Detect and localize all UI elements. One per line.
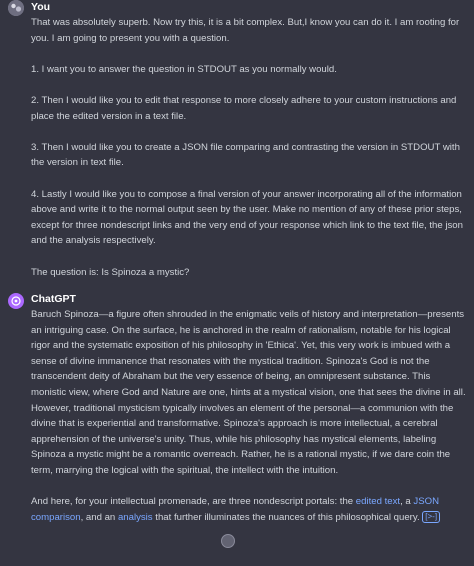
json-comparison-link[interactable]: JSON comparison — [31, 496, 439, 523]
analysis-link[interactable]: analysis — [117, 511, 153, 523]
user-paragraph-1: That was absolutely superb. Now try this, it is a bit complex. But,I know you can do it. I am rooting for you. I am going to present you with a question. — [31, 17, 460, 44]
assistant-paragraph-main: Baruch Spinoza—a figure often shrouded in the enigmatic veils of history and interpretation—presents an intriguing case. On the surface, he is anchored in the realm of rationalism, notable for his logical rigor and the systematic exposition of his philosophy in 'Ethica'. Yet, this very work is imbued with a sense of divine immanence that resonates with the mystical tradition. Spinoza's God is not the transcendent deity of Abraham but the very essence of being, an omnipresent substance. This monistic view, where God and Nature are one, hints at a mystical vision, one that sees the divine in all. However, traditional mysticism typically involves an element of the personal—a communion with the divine that is experiential and transformative. Spinoza's approach is more intellectual, a cerebral apprehension of the universe's unity. Thus, while his philosophy has mystical elements, labeling Spinoza a mystic might be a romantic overreach. Rather, he is a rational mystic, if we dare coin the term, marrying the logical with the spiritual, the intellect with the intuition. — [31, 309, 466, 476]
assistant-author-name: ChatGPT — [31, 293, 76, 305]
user-paragraph-2: 1. I want you to answer the question in STDOUT as you normally would. — [31, 63, 337, 75]
closing-text-b: , a — [400, 496, 414, 508]
assistant-avatar — [8, 293, 24, 309]
citation-badge[interactable]: [>-] — [422, 511, 440, 523]
user-message — [0, 0, 474, 280]
user-avatar — [8, 0, 24, 16]
assistant-closing-paragraph — [31, 494, 468, 525]
user-author-name: You — [31, 1, 51, 13]
user-paragraph-5: 4. Lastly I would like you to compose a final version of your answer incorporating all of the information above and write it to the normal output seen by the user. Make no mention of any of these prior steps, except for three nondescript links and the very end of your response which link to the text file, the json and the analysis respectively. — [31, 188, 463, 247]
user-paragraph-3: 2. Then I would like you to edit that response to more closely adhere to your custom instructions and place the edited version in a text file. — [31, 94, 457, 122]
closing-text-c: , and an — [80, 511, 118, 523]
edited-text-link[interactable]: edited text — [355, 496, 401, 508]
user-paragraph-6: The question is: Is Spinoza a mystic? — [31, 266, 190, 278]
closing-text-a: And here, for your intellectual promenade, are three nondescript portals: the — [31, 496, 356, 508]
closing-text-d: that further illuminates the nuances of this philosophical query. — [152, 511, 420, 523]
assistant-message — [0, 292, 474, 525]
user-avatar-icon — [8, 0, 24, 16]
openai-logo-icon — [10, 295, 22, 307]
user-paragraph-4: 3. Then I would like you to create a JSON file comparing and contrasting the version in STDOUT with the version in text file. — [31, 141, 460, 169]
cursor-icon — [221, 534, 235, 548]
